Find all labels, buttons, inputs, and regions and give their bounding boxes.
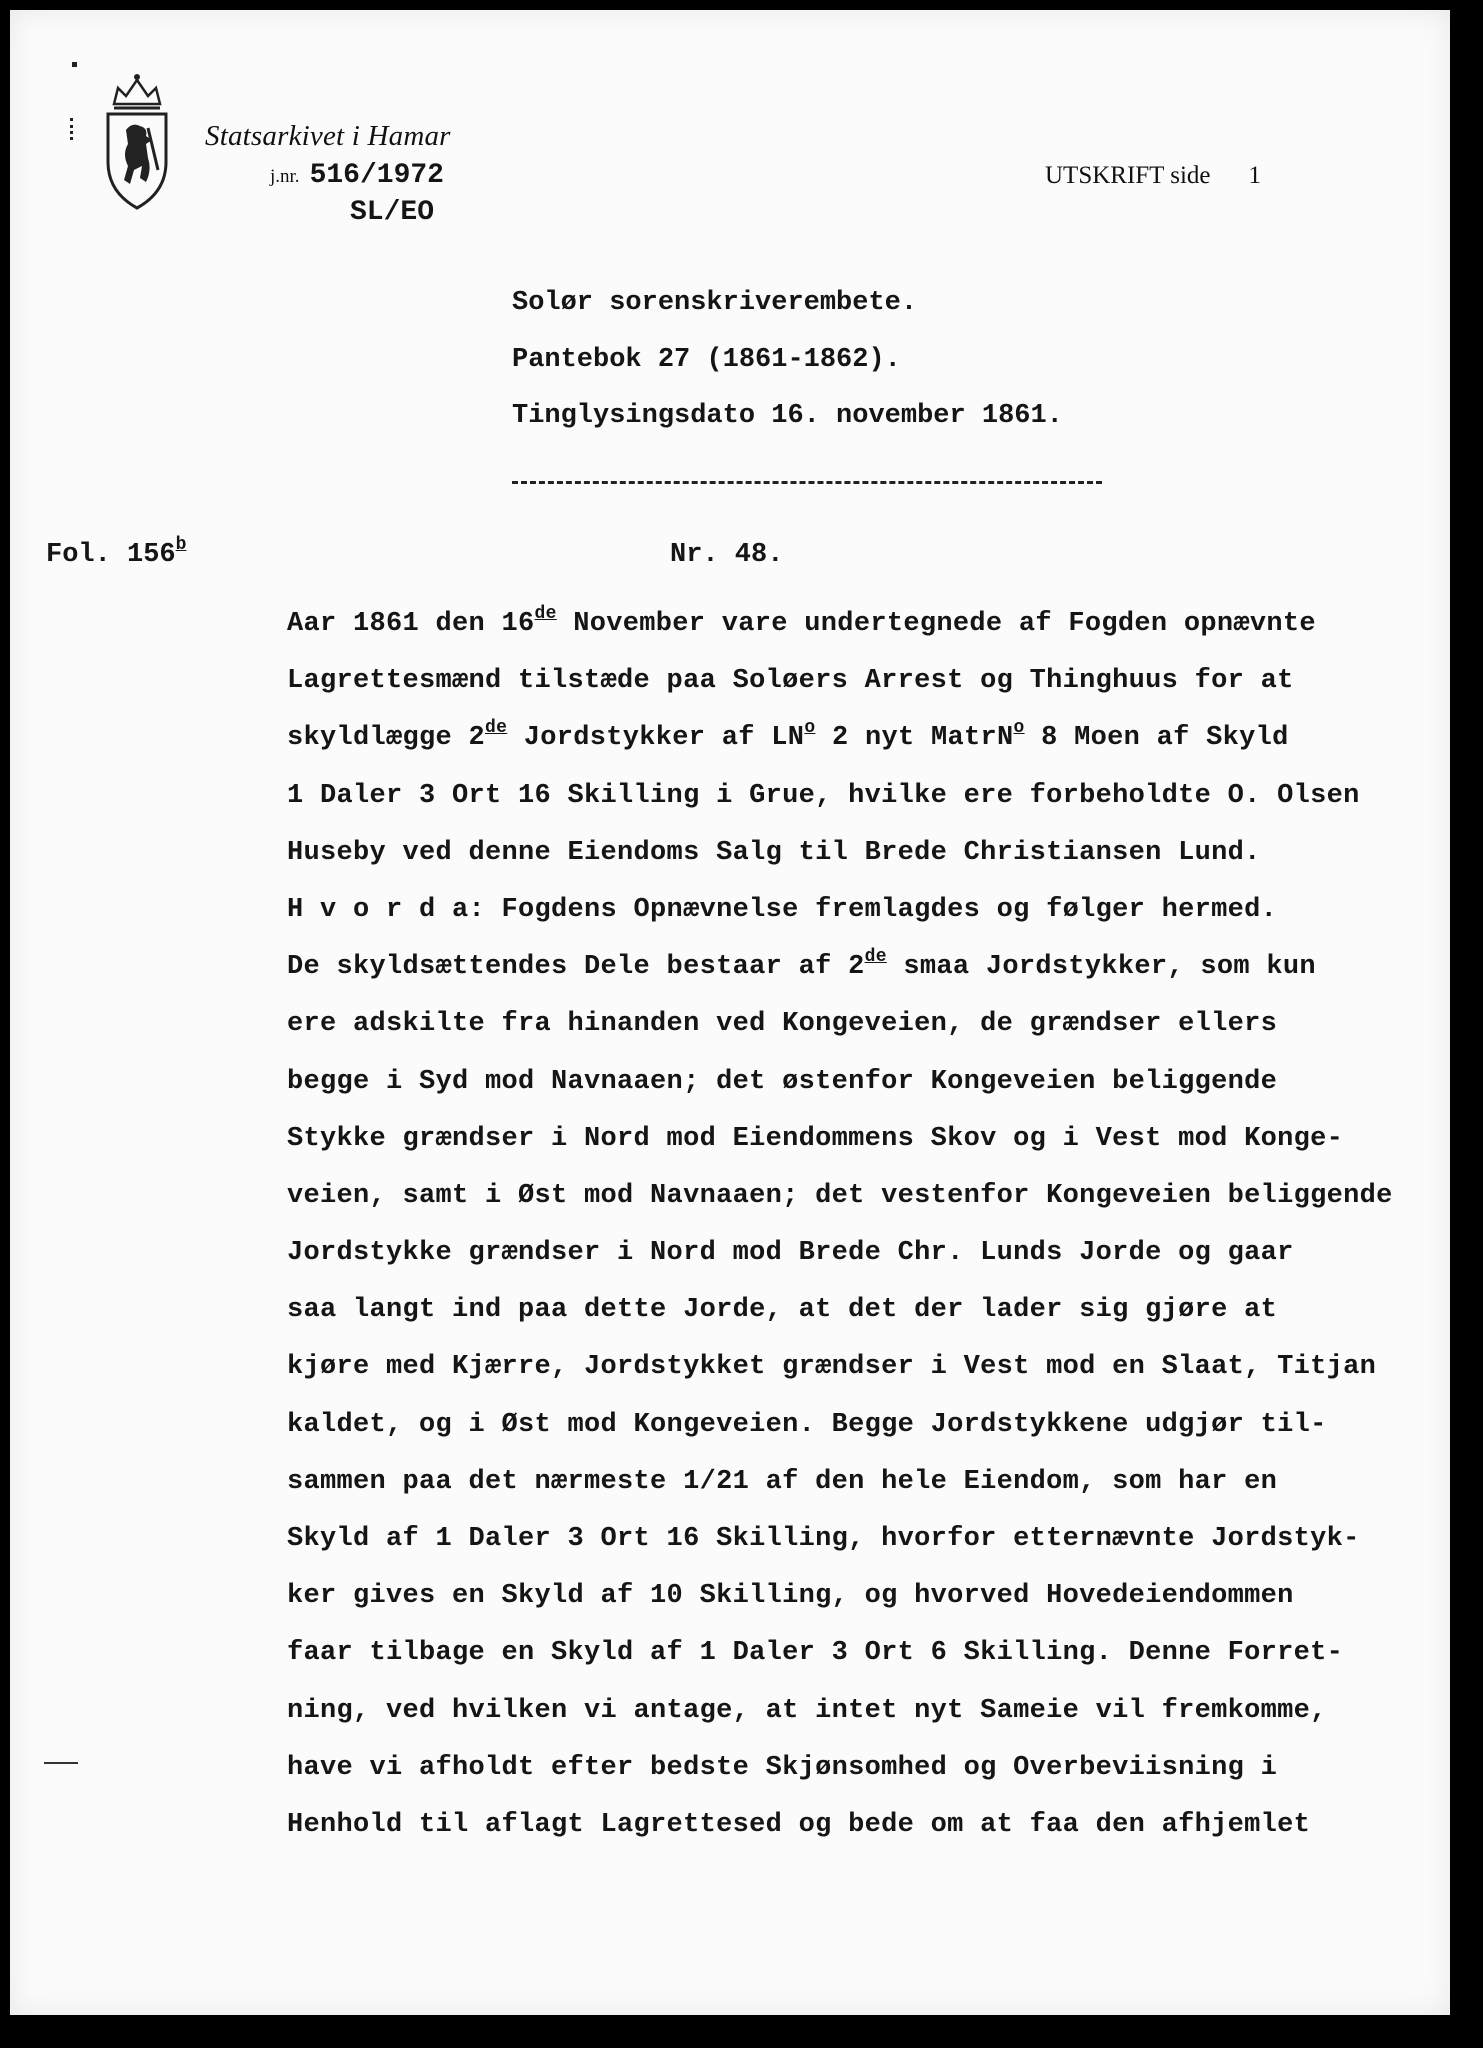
body-line: have vi afholdt efter bedste Skjønsomhed og Overbeviisning i (287, 1752, 1278, 1783)
dashed-divider (512, 481, 1102, 484)
folio-superscript: b (175, 535, 187, 555)
transcript-label: UTSKRIFT side (1045, 162, 1211, 189)
body-line: Aar 1861 den 16de November vare undertegnede af Fogden opnævnte (287, 604, 1316, 639)
archive-name: Statsarkivet i Hamar (205, 120, 451, 152)
body-line: saa langt ind paa dette Jorde, at det der lader sig gjøre at (287, 1295, 1278, 1326)
body-line: Henhold til aflagt Lagrettesed og bede om at faa den afhjemlet (287, 1809, 1311, 1840)
journal-number-label: j.nr. (270, 166, 300, 187)
coat-of-arms-icon (102, 70, 172, 215)
transcript-page-label (1045, 162, 1261, 190)
journal-number-value: 516/1972 (309, 160, 444, 191)
body-line: ere adskilte fra hinanden ved Kongeveien, de grændser ellers (287, 1009, 1278, 1040)
page-number: 1 (1248, 162, 1262, 189)
body-line: H v o r d a: Fogdens Opnævnelse fremlagdes og følger hermed. (287, 894, 1278, 925)
body-line: kjøre med Kjærre, Jordstykket grændser i Vest mod en Slaat, Titjan (287, 1352, 1377, 1383)
body-line: faar tilbage en Skyld af 1 Daler 3 Ort 6 Skilling. Denne Forret- (287, 1638, 1344, 1669)
folio-label: Fol. 156 (46, 540, 176, 570)
body-line: Huseby ved denne Eiendoms Salg til Brede Christiansen Lund. (287, 837, 1261, 868)
body-line: Lagrettesmænd tilstæde paa Soløers Arrest og Thinghuus for at (287, 666, 1294, 697)
body-line: ker gives en Skyld af 10 Skilling, og hvorved Hovedeiendommen (287, 1581, 1294, 1612)
document-page (10, 10, 1450, 2015)
heading-mortgage-book: Pantebok 27 (1861-1862). (512, 345, 901, 375)
journal-number (270, 160, 444, 191)
entry-number: Nr. 48. (670, 540, 784, 570)
body-line: Skyld af 1 Daler 3 Ort 16 Skilling, hvorfor etternævnte Jordstyk- (287, 1524, 1360, 1554)
body-line: kaldet, og i Øst mod Kongeveien. Begge Jordstykkene udgjør til- (287, 1409, 1327, 1440)
document-body (287, 596, 1452, 1854)
body-line: Stykke grændser i Nord mod Eiendommens Skov og i Vest mod Konge- (287, 1123, 1344, 1154)
heading-registration-date: Tinglysingsdato 16. november 1861. (512, 401, 1063, 431)
body-line: sammen paa det nærmeste 1/21 af den hele Eiendom, som har en (287, 1466, 1278, 1497)
heading-court: Solør sorenskriverembete. (512, 288, 918, 318)
margin-mark (72, 62, 77, 67)
folio-reference (46, 535, 187, 570)
body-line: skyldlægge 2de Jordstykker af $LN^o$ 2 nyt MatrN$^o$ 8 Moen af Skyld (287, 718, 1289, 754)
body-line: ning, ved hvilken vi antage, at intet nyt Sameie vil fremkomme, (287, 1695, 1327, 1726)
body-line: Jordstykke grændser i Nord mod Brede Chr. Lunds Jorde og gaar (287, 1238, 1294, 1269)
initials: SL/EO (350, 197, 435, 228)
margin-mark (44, 1762, 78, 1764)
body-line: begge i Syd mod Navnaaen; det østenfor Kongeveien beliggende (287, 1066, 1278, 1097)
body-line: veien, samt i Øst mod Navnaaen; det vestenfor Kongeveien beliggende (287, 1180, 1393, 1211)
body-line: 1 Daler 3 Ort 16 Skilling i Grue, hvilke ere forbeholdte O. Olsen (287, 780, 1360, 811)
body-line: De skyldsættendes Dele bestaar af 2de smaa Jordstykker, som kun (287, 947, 1316, 983)
margin-mark (70, 118, 76, 140)
